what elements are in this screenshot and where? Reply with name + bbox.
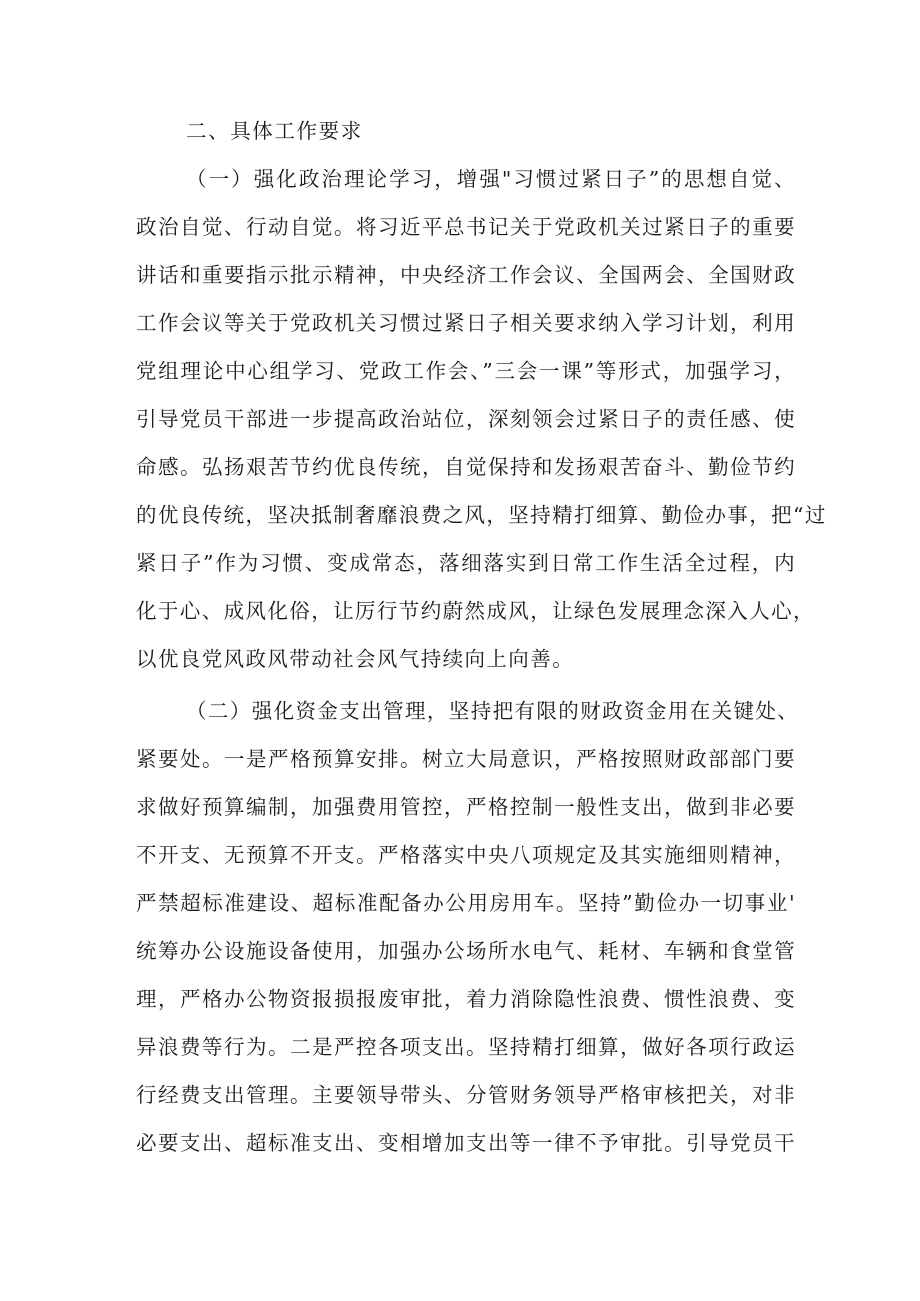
paragraph-1-line: 党组理论中心组学习、党政工作会、”三会一课”等形式，加强学习， [136, 359, 796, 383]
paragraph-1-line: 的优良传统，坚决抵制奢靡浪费之风，坚持精打细算、勤俭办事，把“过 [136, 503, 827, 527]
paragraph-2-line: 理，严格办公物资报损报废审批，着力消除隐性浪费、惯性浪费、变 [136, 987, 796, 1011]
paragraph-1-line: 政治自觉、行动自觉。将习近平总书记关于党政机关过紧日子的重要 [136, 215, 796, 239]
paragraph-1-last-line: 以优良党风政风带动社会风气持续向上向善。 [136, 647, 574, 671]
paragraph-2-line: 行经费支出管理。主要领导带头、分管财务领导严格审核把关，对非 [136, 1083, 796, 1107]
paragraph-1-line: 讲话和重要指示批示精神，中央经济工作会议、全国两会、全国财政 [136, 263, 796, 287]
paragraph-2-line: 严禁超标准建设、超标准配备办公用房用车。坚持”勤俭办一切事业' [136, 891, 796, 915]
paragraph-2-line: 统筹办公设施设备使用，加强办公场所水电气、耗材、车辆和食堂管 [136, 939, 796, 963]
paragraph-2-line: 紧要处。一是严格预算安排。树立大局意识，严格按照财政部部门要 [136, 747, 796, 771]
paragraph-2-line: 不开支、无预算不开支。严格落实中央八项规定及其实施细则精神， [136, 843, 796, 867]
paragraph-2-line: 求做好预算编制，加强费用管控，严格控制一般性支出，做到非必要 [136, 795, 796, 819]
paragraph-1-line: 工作会议等关于党政机关习惯过紧日子相关要求纳入学习计划，利用 [136, 311, 796, 335]
paragraph-1-line: 引导党员干部进一步提高政治站位，深刻领会过紧日子的责任感、使 [136, 407, 796, 431]
paragraph-2-line: 异浪费等行为。二是严控各项支出。坚持精打细算，做好各项行政运 [136, 1035, 796, 1059]
paragraph-1-line: 命感。弘扬艰苦节约优良传统，自觉保持和发扬艰苦奋斗、勤俭节约 [136, 455, 796, 479]
paragraph-1-line: 紧日子”作为习惯、变成常态，落细落实到日常工作生活全过程，内 [136, 551, 796, 575]
paragraph-2-line: 必要支出、超标准支出、变相增加支出等一律不予审批。引导党员干 [136, 1131, 796, 1155]
paragraph-2-line: （二）强化资金支出管理，坚持把有限的财政资金用在关键处、 [186, 699, 800, 723]
paragraph-1-line: （一）强化政治理论学习，增强"习惯过紧日子”的思想自觉、 [186, 167, 796, 191]
paragraph-1-line: 化于心、成风化俗，让厉行节约蔚然成风，让绿色发展理念深入人心， [136, 599, 815, 623]
section-heading: 二、具体工作要求 [186, 119, 363, 143]
